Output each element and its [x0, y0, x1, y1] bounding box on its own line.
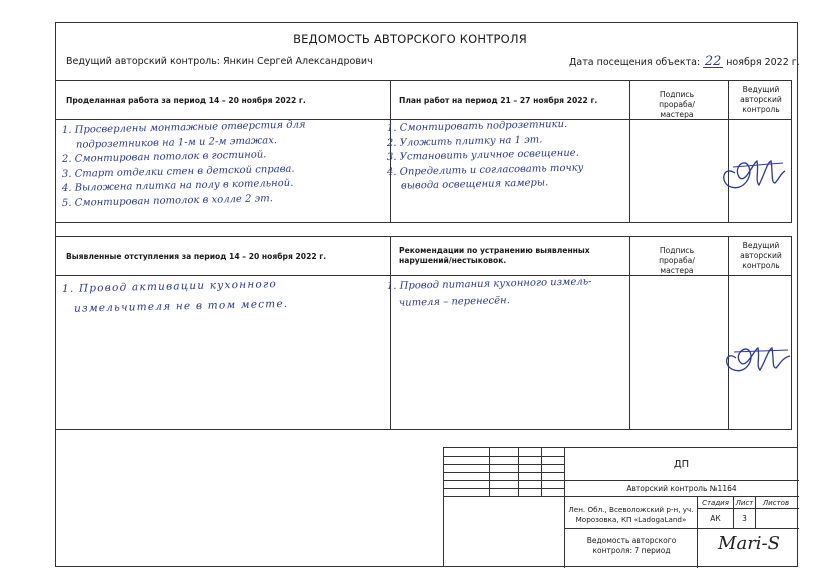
- work-table: [55, 80, 792, 223]
- visit-date-suffix: ноября 2022 г.: [726, 57, 800, 68]
- object-address: Лен. Обл., Всеволожский р-н, уч. Морозовка, КП «LadogaLand»: [568, 505, 694, 524]
- list-item: чителя – перенесён.: [398, 295, 510, 309]
- recommendations-list: [387, 278, 592, 312]
- work-plan-list: [386, 118, 584, 195]
- foreman-signature-header: Подпись прораба/мастера: [659, 246, 695, 275]
- lead-signature-1: [713, 143, 793, 198]
- stage-value: АК: [710, 514, 721, 523]
- list-item: 3. Установить уличное освещение.: [386, 147, 579, 163]
- list-item: 1. Провод питания кухонного измель-: [386, 276, 592, 292]
- list-item: 1. Провод активации кухонного: [61, 278, 278, 295]
- sheets-label: Листов: [762, 499, 790, 507]
- document-title: ВЕДОМОСТЬ АВТОРСКОГО КОНТРОЛЯ: [293, 32, 527, 46]
- title-block: [443, 447, 798, 567]
- lead-supervisor: Ведущий авторский контроль: Янкин Сергей Александрович: [66, 56, 373, 67]
- author-signature: Mari-S: [718, 533, 780, 554]
- lead-control-header: Ведущий авторский контроль: [740, 241, 782, 270]
- issues-header: Выявленные отступления за период 14 – 20 ноября 2022 г.: [66, 252, 327, 261]
- sheet-label: Лист: [735, 499, 754, 507]
- project-subtitle: Авторский контроль №1164: [626, 484, 737, 493]
- visit-date-prefix: Дата посещения объекта:: [569, 57, 701, 68]
- list-item: подрозетников на 1-м и 2-м этажах.: [75, 134, 278, 151]
- visit-date-day: 22: [704, 54, 722, 69]
- foreman-signature-header: Подпись прораба/мастера: [659, 90, 695, 119]
- document-name: Ведомость авторского контроля: 7 период: [586, 536, 677, 555]
- work-done-header: Проделанная работа за период 14 – 20 ноября 2022 г.: [66, 96, 306, 105]
- project-code: ДП: [673, 459, 690, 470]
- list-item: 1. Смонтировать подрозетники.: [386, 118, 568, 134]
- lead-control-header: Ведущий авторский контроль: [740, 85, 782, 114]
- list-item: 4. Определить и согласовать точку: [386, 162, 584, 178]
- list-item: 4. Выложена плитка на полу в котельной.: [61, 177, 294, 194]
- lead-signature-2: [716, 332, 796, 382]
- list-item: 5. Смонтирован потолок в холле 2 эт.: [61, 192, 274, 209]
- recommendations-header: Рекомендации по устранению выявленных нарушений/нестыковок.: [399, 246, 590, 265]
- work-plan-header: План работ на период 21 – 27 ноября 2022 г.: [399, 96, 598, 105]
- list-item: измельчителя не в том месте.: [73, 297, 289, 315]
- list-item: 1. Просверлены монтажные отверстия для: [61, 119, 306, 136]
- list-item: 2. Уложить плитку на 1 эт.: [386, 133, 543, 149]
- list-item: вывода освещения камеры.: [400, 177, 549, 192]
- list-item: 2. Смонтирован потолок в гостиной.: [61, 149, 267, 165]
- work-done-list: [61, 119, 306, 211]
- issues-list: [62, 279, 288, 319]
- stage-label: Стадия: [702, 499, 729, 507]
- sheet-value: 3: [742, 514, 747, 523]
- issues-table: [55, 236, 792, 430]
- list-item: 3. Старт отделки стен в детской справа.: [61, 163, 295, 180]
- visit-date: [569, 56, 800, 68]
